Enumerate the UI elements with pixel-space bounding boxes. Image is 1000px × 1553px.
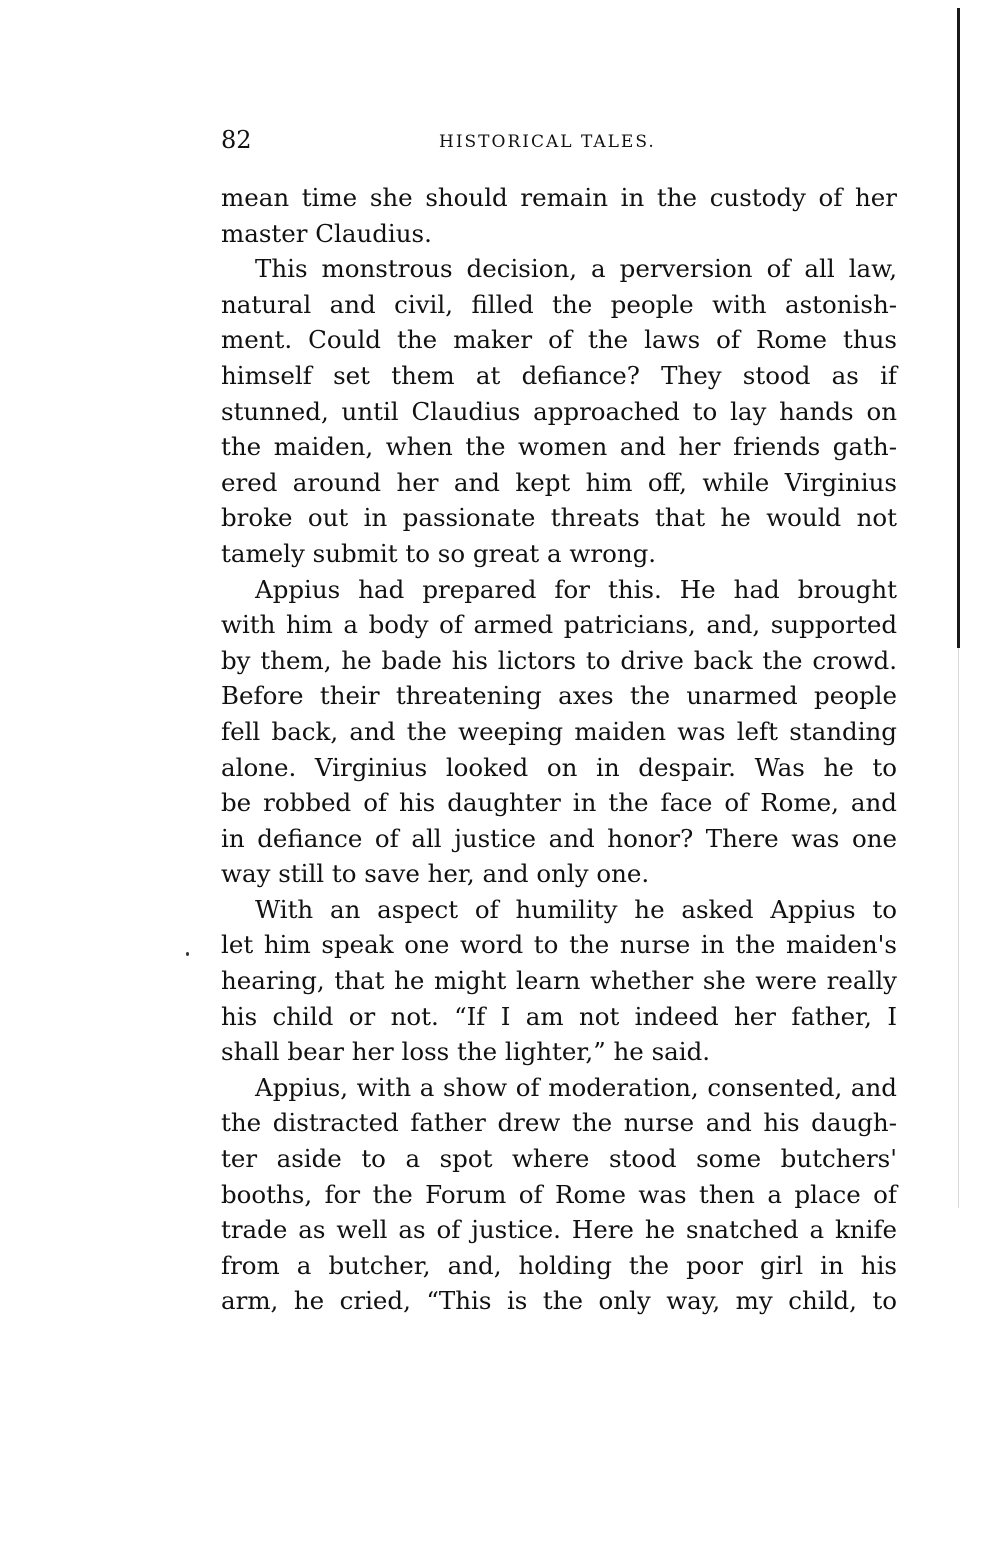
text-line: Before their threatening axes the unarmed people xyxy=(221,681,897,711)
text-line: mean time she should remain in the custody of her xyxy=(221,183,897,212)
running-head xyxy=(221,122,897,158)
text-line: be robbed of his daughter in the face of Rome, and xyxy=(221,788,897,818)
text-line: trade as well as of justice. Here he snatched a knife xyxy=(221,1215,897,1245)
text-line: by them, he bade his lictors to drive back the crowd. xyxy=(221,645,897,675)
paragraph-first-line: With an aspect of humility he asked Appius to xyxy=(255,894,897,924)
text-line: hearing, that he might learn whether she were really xyxy=(221,966,897,996)
text-line: stunned, until Claudius approached to lay hands on xyxy=(221,396,897,426)
running-title: HISTORICAL TALES. xyxy=(439,132,656,152)
page-number: 82 xyxy=(221,126,252,154)
text-line: natural and civil, filled the people with astonish- xyxy=(221,289,897,319)
text-line: shall bear her loss the lighter,” he said. xyxy=(221,1037,711,1067)
text-line: fell back, and the weeping maiden was left standing xyxy=(221,716,897,746)
text-line: alone. Virginius looked on in despair. Was he to xyxy=(221,752,897,782)
body-text xyxy=(221,180,897,1319)
text-line: tamely submit to so great a wrong. xyxy=(221,538,657,568)
binding-edge-line-faint xyxy=(958,648,959,1208)
text-line: his child or not. “If I am not indeed her father, I xyxy=(221,1001,897,1031)
text-line: arm, he cried, “This is the only way, my child, to xyxy=(221,1286,897,1316)
text-line: booths, for the Forum of Rome was then a place of xyxy=(221,1179,897,1209)
text-line: ered around her and kept him off, while Virginius xyxy=(221,467,897,497)
text-line: ment. Could the maker of the laws of Rome thus xyxy=(221,325,897,355)
paragraph-first-line: Appius, with a show of moderation, consented, and xyxy=(255,1072,897,1102)
text-line: in defiance of all justice and honor? There was one xyxy=(221,823,897,853)
ink-speck xyxy=(186,952,189,956)
text-line: himself set them at defiance? They stood as if xyxy=(221,360,897,390)
binding-edge-line xyxy=(957,8,960,648)
paragraph-first-line: Appius had prepared for this. He had brought xyxy=(255,574,897,604)
text-line: master Claudius. xyxy=(221,218,432,248)
text-line: the maiden, when the women and her friends gath- xyxy=(221,432,897,462)
paragraph-first-line: This monstrous decision, a perversion of all law, xyxy=(255,254,897,284)
text-line: the distracted father drew the nurse and his daugh- xyxy=(221,1108,897,1138)
text-line: way still to save her, and only one. xyxy=(221,859,650,889)
text-line: let him speak one word to the nurse in the maiden's xyxy=(221,930,897,960)
text-line: with him a body of armed patricians, and, supported xyxy=(221,610,897,640)
text-line: from a butcher, and, holding the poor girl in his xyxy=(221,1250,897,1280)
text-line: broke out in passionate threats that he would not xyxy=(221,503,897,533)
text-line: ter aside to a spot where stood some butchers' xyxy=(221,1144,897,1174)
